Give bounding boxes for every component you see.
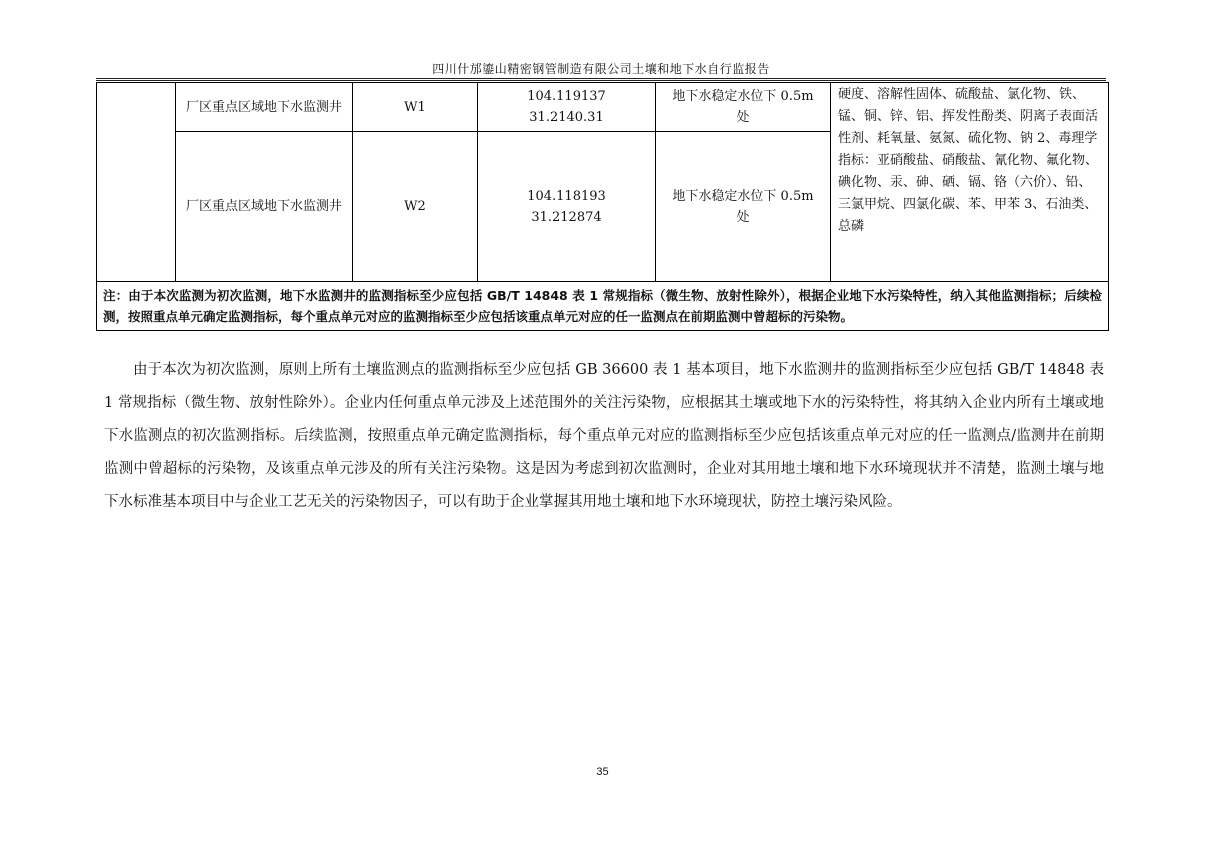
page-number: 35 bbox=[596, 766, 609, 778]
well-name-cell: 厂区重点区域地下水监测井 bbox=[176, 132, 353, 282]
longitude: 104.118193 bbox=[527, 188, 606, 204]
coordinate-cell bbox=[478, 132, 656, 282]
sampling-depth-cell: 地下水稳定水位下 0.5m 处 bbox=[656, 132, 831, 282]
page-header-title: 四川什邡鎏山精密钢管制造有限公司土壤和地下水自行监报告 bbox=[432, 62, 770, 76]
table-row bbox=[97, 83, 1109, 132]
sampling-depth-cell: 地下水稳定水位下 0.5m 处 bbox=[656, 83, 831, 132]
coordinate-cell bbox=[478, 83, 656, 132]
indicator-list-cell: 硬度、溶解性固体、硫酸盐、氯化物、铁、锰、铜、锌、铝、挥发性酚类、阴离子表面活性剂、耗氧量、氨氮、硫化物、钠 2、毒理学指标：亚硝酸盐、硝酸盐、氰化物、氟化物、碘化物、汞、砷、硒、镉、铬（六价）、铅、三氯甲烷、四氯化碳、苯、甲苯 3、石油类、总磷 bbox=[831, 83, 1109, 282]
well-id-cell: W1 bbox=[353, 83, 478, 132]
note-row bbox=[97, 282, 1109, 331]
latitude: 31.212874 bbox=[531, 209, 602, 225]
well-name-cell: 厂区重点区域地下水监测井 bbox=[176, 83, 353, 132]
unit-cell bbox=[97, 83, 176, 282]
body-paragraph: 由于本次为初次监测，原则上所有土壤监测点的监测指标至少应包括 GB 36600 表 1 基本项目，地下水监测井的监测指标至少应包括 GB/T 14848 表 1 常规指标（微生物、放射性除外）。企业内任何重点单元涉及上述范围外的关注污染物，应根据其土壤或地下水的污染特性，将其纳入企业内所有土壤或地下水监测点的初次监测指标。后续监测，按照重点单元确定监测指标，每个重点单元对应的监测指标至少应包括该重点单元对应的任一监测点/监测井在前期监测中曾超标的污染物，及该重点单元涉及的所有关注污染物。这是因为考虑到初次监测时，企业对其用地土壤和地下水环境现状并不清楚，监测土壤与地下水标准基本项目中与企业工艺无关的污染物因子，可以有助于企业掌握其用地土壤和地下水环境现状，防控土壤污染风险。 bbox=[104, 362, 1104, 510]
monitoring-well-table bbox=[96, 82, 1109, 331]
latitude: 31.2140.31 bbox=[529, 110, 604, 125]
table-note: 注：由于本次监测为初次监测，地下水监测井的监测指标至少应包括 GB/T 14848 表 1 常规指标（微生物、放射性除外），根据企业地下水污染特性，纳入其他监测指标；后续检测，按照重点单元确定监测指标，每个重点单元对应的监测指标至少应包括该重点单元对应的任一监测点在前期监测中曾超标的污染物。 bbox=[97, 282, 1109, 331]
longitude: 104.119137 bbox=[527, 89, 606, 104]
header-rule bbox=[96, 78, 1106, 81]
well-id-cell: W2 bbox=[353, 132, 478, 282]
